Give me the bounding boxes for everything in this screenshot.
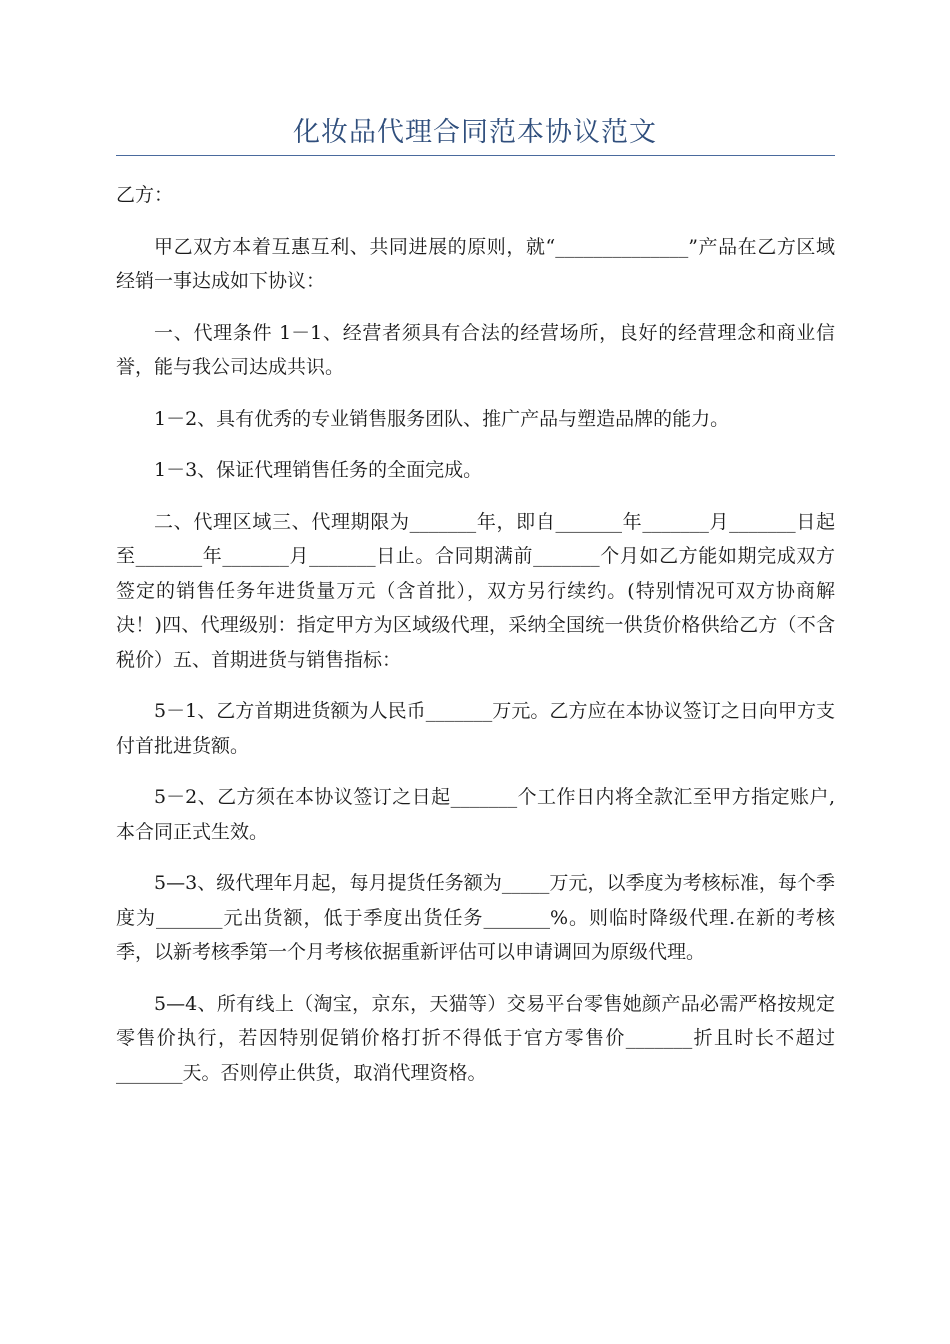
paragraph-preamble: 甲乙双方本着互惠互利、共同进展的原则，就“______________”产品在乙方区域经销一事达成如下协议： xyxy=(116,235,835,292)
paragraph-clause-5-4: 5—4、所有线上（淘宝，京东，天猫等）交易平台零售她颜产品必需严格按规定零售价执行，若因特别促销价格打折不得低于官方零售价_______折且时长不超过_______天。否则停止供货，取消代理资格。 xyxy=(116,992,835,1084)
paragraph-clause-5-1: 5－1、乙方首期进货额为人民币_______万元。乙方应在本协议签订之日向甲方支付首批进货额。 xyxy=(116,700,835,757)
paragraph-clause-1-1: 一、代理条件 1－1、经营者须具有合法的经营场所，良好的经营理念和商业信誉，能与我公司达成共识。 xyxy=(116,321,835,378)
document-body xyxy=(116,178,835,1107)
document-title: 化妆品代理合同范本协议范文 xyxy=(293,117,657,148)
paragraph-clause-1-3: 1－3、保证代理销售任务的全面完成。 xyxy=(154,459,483,481)
paragraph-clause-2-5: 二、代理区域三、代理期限为_______年，即自_______年_______月_______日起至_______年_______月_______日止。合同期满前_______个月如乙方能如期完成双方签定的销售任务年进货量万元（含首批），双方另行续约。(特别情况可双方协商解决！)四、代理级别：指定甲方为区域级代理，采纳全国统一供货价格供给乙方（不含税价）五、首期进货与销售指标： xyxy=(116,510,835,671)
party-b-label: 乙方： xyxy=(116,184,174,206)
paragraph-clause-5-3: 5—3、级代理年月起，每月提货任务额为_____万元，以季度为考核标准，每个季度为_______元出货额，低于季度出货任务_______%。则临时降级代理.在新的考核季，以新考核季第一个月考核依据重新评估可以申请调回为原级代理。 xyxy=(116,872,835,963)
paragraph-clause-1-2: 1－2、具有优秀的专业销售服务团队、推广产品与塑造品牌的能力。 xyxy=(154,407,730,430)
title-underline xyxy=(116,155,835,156)
paragraph-clause-5-2: 5－2、乙方须在本协议签订之日起_______个工作日内将全款汇至甲方指定账户,本合同正式生效。 xyxy=(116,786,835,843)
